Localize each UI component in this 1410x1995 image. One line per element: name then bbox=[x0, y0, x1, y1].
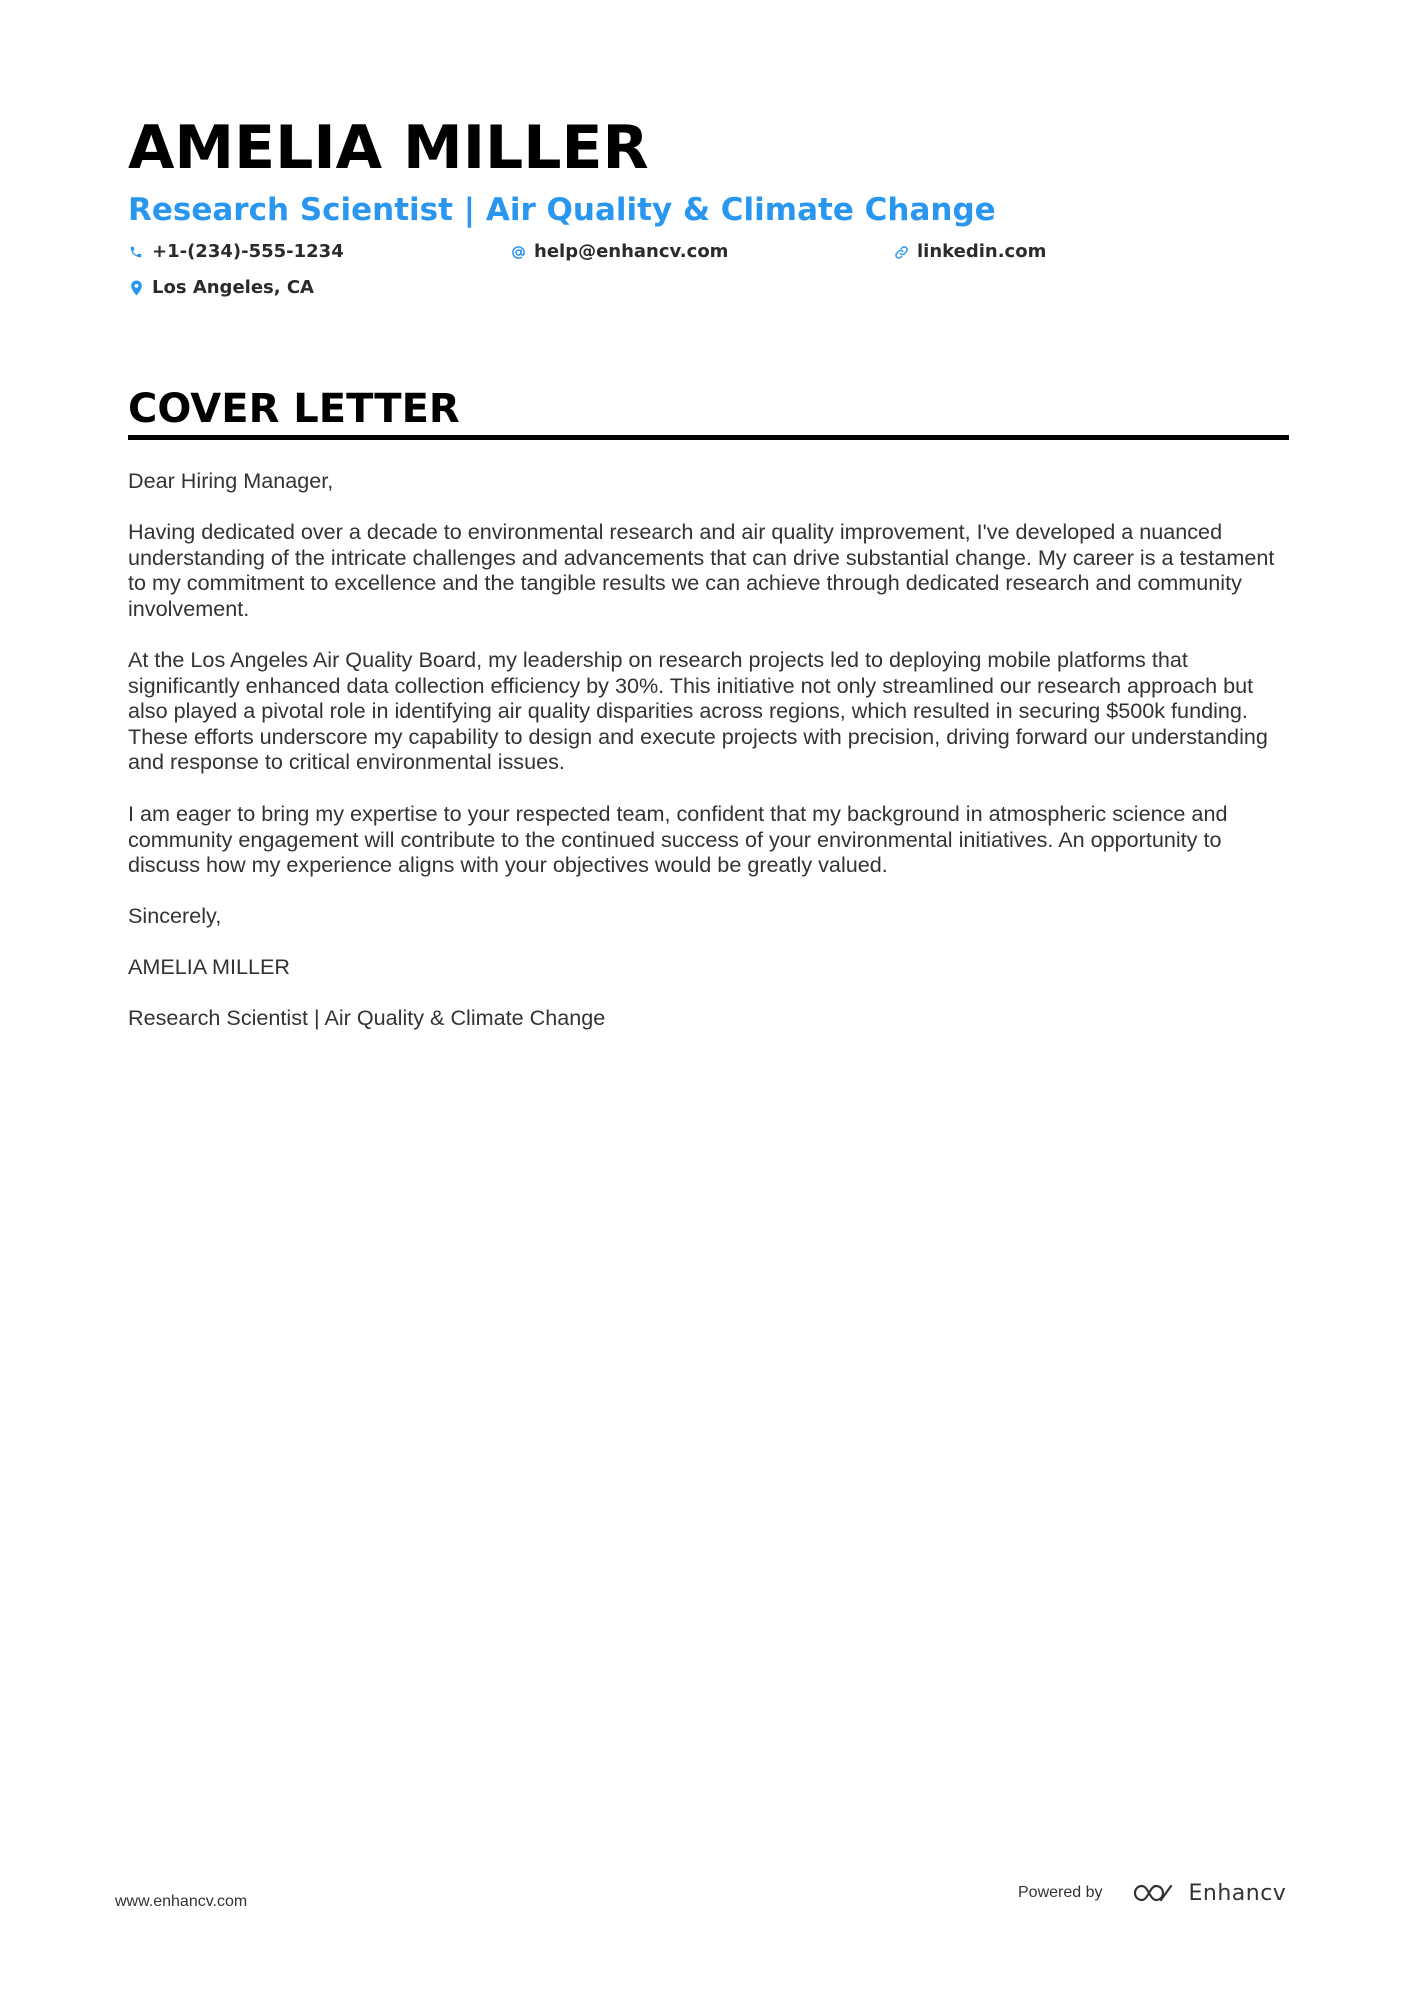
enhancv-logo-icon bbox=[1131, 1881, 1179, 1905]
email-text[interactable]: help@enhancv.com bbox=[534, 241, 729, 262]
letter-paragraph: Having dedicated over a decade to environmental research and air quality improvement, I've developed a nuanced understanding of the intricate challenges and advancements that can drive substantial change. My career is a testament to my commitment to excellence and the tangible results we can achieve through dedicated research and community involvement. bbox=[128, 519, 1275, 621]
signature-title: Research Scientist | Air Quality & Climate Change bbox=[128, 1005, 606, 1030]
link-icon bbox=[893, 243, 909, 261]
letter-paragraph: I am eager to bring my expertise to your respected team, confident that my background in atmospheric science and community engagement will contribute to the continued success of your environmental initiatives. An opportunity to discuss how my experience aligns with your objectives would be greatly valued. bbox=[128, 801, 1228, 878]
candidate-name: AMELIA MILLER bbox=[128, 113, 649, 183]
contact-link[interactable] bbox=[893, 240, 1046, 264]
signature-name: AMELIA MILLER bbox=[128, 954, 291, 979]
location-text: Los Angeles, CA bbox=[152, 277, 314, 298]
section-divider bbox=[128, 435, 1289, 440]
at-icon bbox=[510, 243, 526, 261]
letter-greeting: Dear Hiring Manager, bbox=[128, 468, 334, 493]
contact-phone bbox=[128, 240, 344, 264]
section-title: COVER LETTER bbox=[128, 386, 460, 432]
powered-by-label: Powered by bbox=[1018, 1884, 1103, 1901]
letter-paragraph: At the Los Angeles Air Quality Board, my leadership on research projects led to deploying mobile platforms that significantly enhanced data collection efficiency by 30%. This initiative not only streamlined our research approach but also played a pivotal role in identifying air quality disparities across regions, which resulted in securing $500k funding. These efforts underscore my capability to design and execute projects with precision, driving forward our understanding and response to critical environmental issues. bbox=[128, 647, 1268, 775]
powered-by-badge[interactable] bbox=[1018, 1876, 1286, 1910]
contact-location bbox=[128, 276, 314, 300]
footer-website[interactable]: www.enhancv.com bbox=[115, 1893, 248, 1910]
location-pin-icon bbox=[128, 279, 144, 297]
phone-icon bbox=[128, 243, 144, 261]
contact-email[interactable] bbox=[510, 240, 728, 264]
phone-text: +1-(234)-555-1234 bbox=[152, 241, 344, 262]
link-text[interactable]: linkedin.com bbox=[917, 241, 1047, 262]
candidate-title: Research Scientist | Air Quality & Climate Change bbox=[128, 192, 996, 228]
brand-name: Enhancv bbox=[1188, 1880, 1287, 1906]
letter-closing: Sincerely, bbox=[128, 903, 222, 928]
